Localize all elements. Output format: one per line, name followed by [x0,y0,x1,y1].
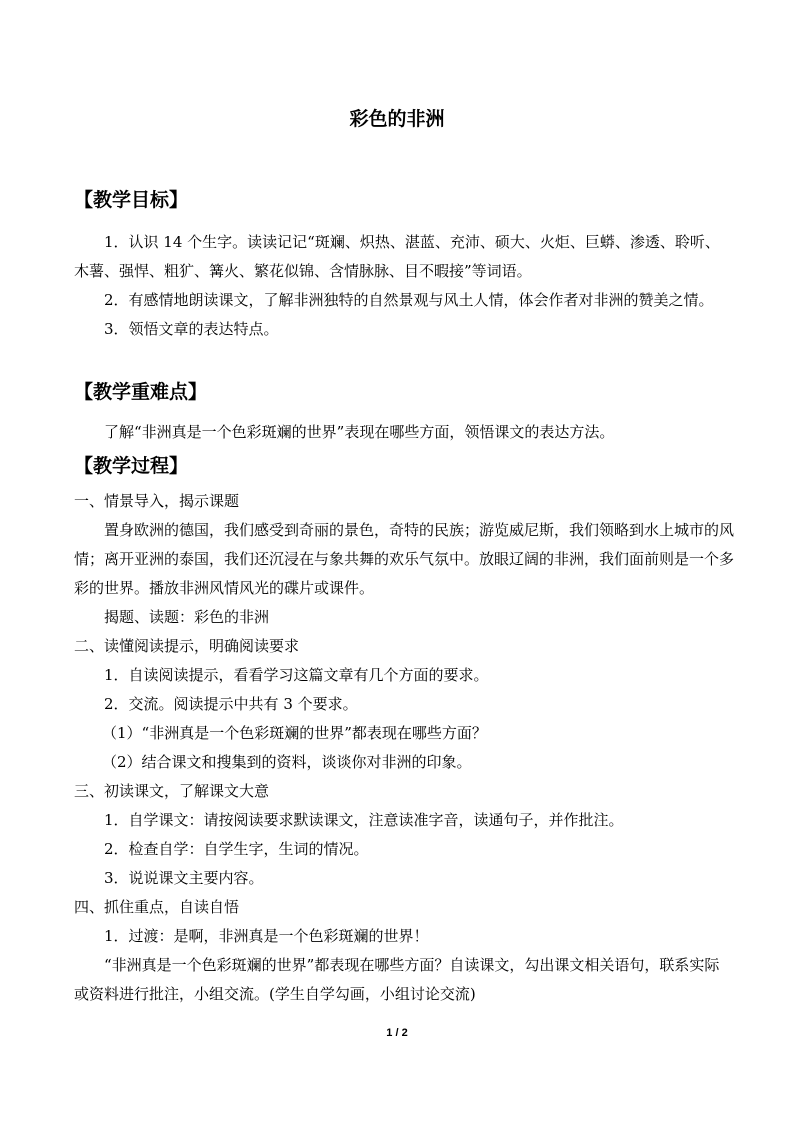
keypoints-body [74,418,734,447]
section-3-item-2: 2．检查自学：自学生字，生词的情况。 [104,840,369,858]
process-heading: 【教学过程】 [74,455,189,477]
section-2-item-2: 2．交流。阅读提示中共有 3 个要求。 [104,695,358,713]
section-2-item-4: （2）结合课文和搜集到的资料，谈谈你对非洲的印象。 [102,753,472,771]
goals-section [74,186,734,214]
keypoints-heading: 【教学重难点】 [74,381,208,403]
section-1-title: 一、情景导入，揭示课题 [74,492,240,510]
goal-item-1: 1．认识 14 个生字。读读记记“斑斓、炽热、湛蓝、充沛、硕大、火炬、巨蟒、渗透、聆听、木薯、强悍、粗犷、篝火、繁花似锦、含情脉脉、目不暇接”等词语。 [74,233,720,280]
section-1-paragraph: 置身欧洲的德国，我们感受到奇丽的景色，奇特的民族；游览威尼斯，我们领略到水上城市的风情；离开亚洲的泰国，我们还沉浸在与象共舞的欢乐气氛中。放眼辽阔的非洲，我们面前则是一个多彩的世界。播放非洲风情风光的碟片或课件。 [74,521,735,597]
section-3-item-3: 3．说说课文主要内容。 [104,869,264,887]
process-section [74,452,734,480]
section-2-item-3: （1）“非洲真是一个色彩斑斓的世界”都表现在哪些方面？ [102,724,487,742]
goal-item-3: 3．领悟文章的表达特点。 [104,320,279,338]
page-number: 1 / 2 [386,1027,408,1039]
section-3-item-1: 1．自学课文：请按阅读要求默读课文，注意读准字音，读通句子，并作批注。 [104,811,624,829]
section-4-title: 四、抓住重点，自读自悟 [74,898,240,916]
section-2-title: 二、读懂阅读提示，明确阅读要求 [74,637,300,655]
section-3-title: 三、初读课文，了解课文大意 [74,782,270,800]
section-2-item-1: 1．自读阅读提示，看看学习这篇文章有几个方面的要求。 [104,666,489,684]
keypoints-text: 了解“非洲真是一个色彩斑斓的世界”表现在哪些方面，领悟课文的表达方法。 [104,423,615,441]
goals-heading: 【教学目标】 [74,189,189,211]
section-1-topic: 揭题、读题：彩色的非洲 [104,608,270,626]
process-body [74,487,734,1009]
goal-item-2: 2．有感情地朗读课文，了解非洲独特的自然景观与风土人情，体会作者对非洲的赞美之情。 [104,291,714,309]
goals-list [74,228,734,344]
keypoints-section [74,378,734,406]
section-4-item-1: 1．过渡：是啊，非洲真是一个色彩斑斓的世界！ [104,927,429,945]
section-4-paragraph: “非洲真是一个色彩斑斓的世界”都表现在哪些方面？自读课文，勾出课文相关语句，联系实际或资料进行批注，小组交流。(学生自学勾画，小组讨论交流) [74,956,720,1003]
document-title: 彩色的非洲 [349,108,445,130]
